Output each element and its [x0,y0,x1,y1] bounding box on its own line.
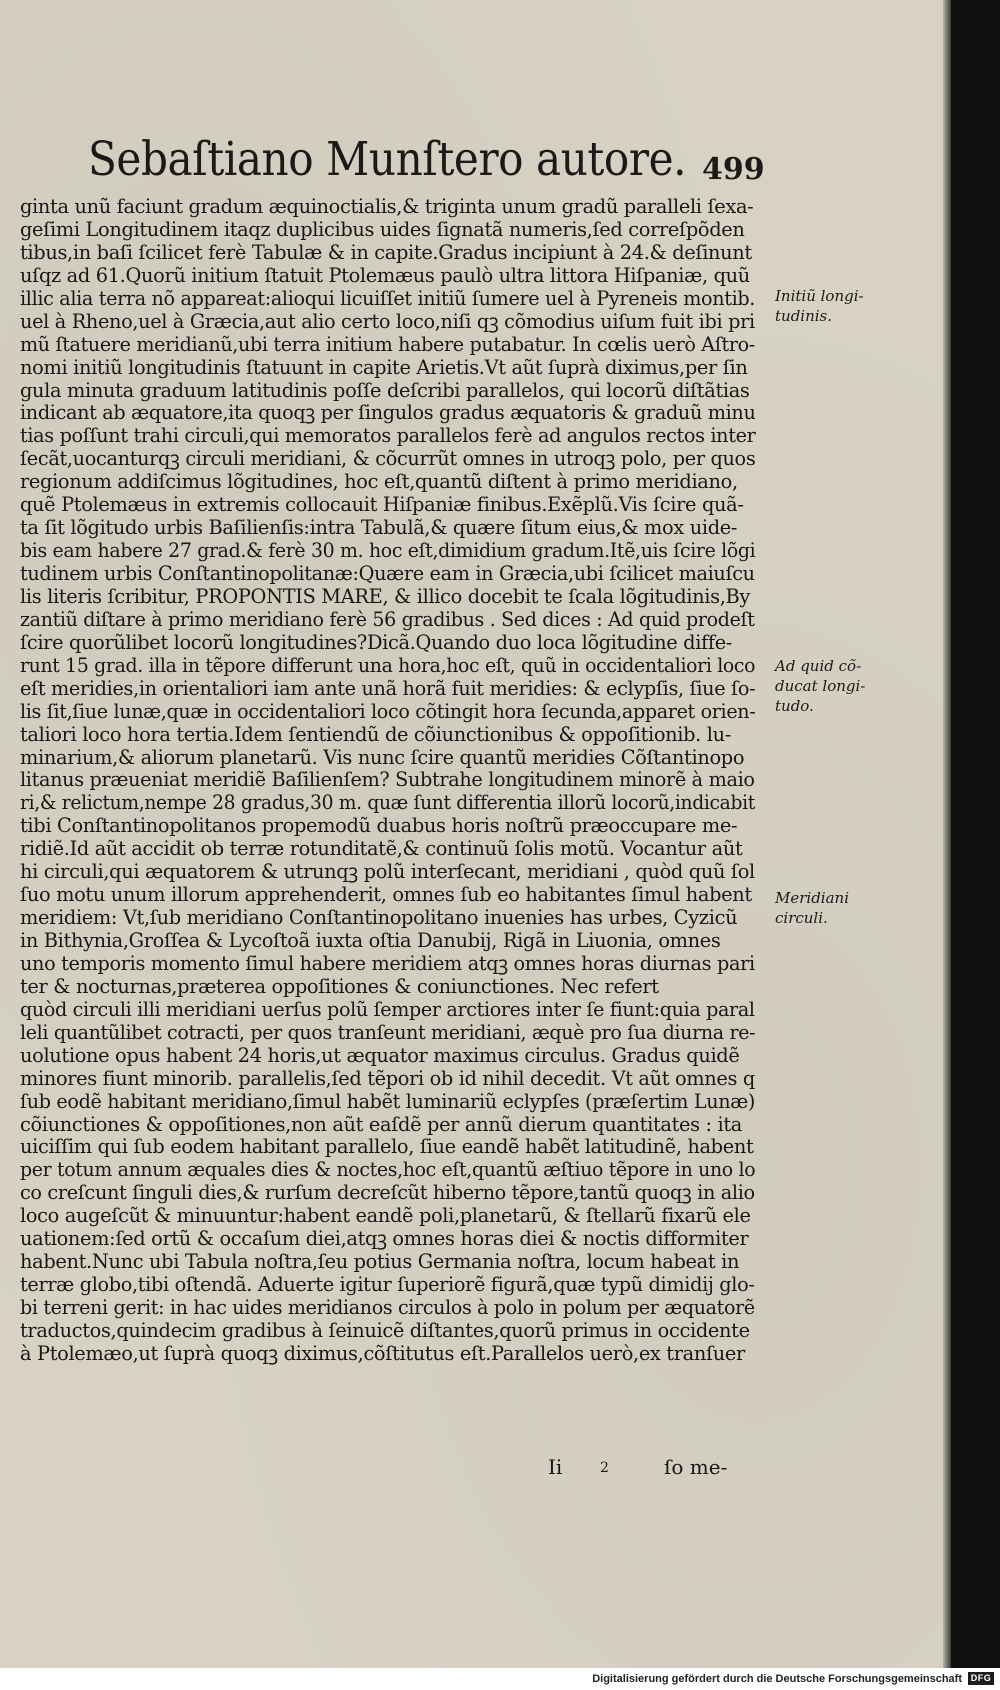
text-line: loco augeſcũt & minuuntur:habent eandẽ poli,planetarũ, & ſtellarũ fixarũ ele [20,1204,751,1228]
text-line: uolutione opus habent 24 horis,ut æquator maximus circulus. Gradus quidẽ [20,1043,740,1067]
text-line: traductos,quindecim gradibus à ſeinuicẽ diſtantes,quorũ primus in occidente [20,1318,750,1342]
text-line: tibus,in baſi ſcilicet ferè Tabulæ & in capite.Gradus incipiunt à 24.& deſinunt [20,240,752,264]
page-edge-shadow [943,0,951,1668]
text-line: ſub eodẽ habitant meridiano,ſimul habẽt luminariũ eclypſes (præſertim Lunæ) [20,1089,756,1113]
text-line: illic alia terra nõ appareat:alioqui licuiſſet initiũ ſumere uel à Pyreneis montib. [20,286,756,310]
marginal-line: tudinis. [775,307,833,325]
digitization-footer [0,1668,1000,1690]
catchword: ſo me- [664,1455,728,1479]
running-head: Sebaſtiano Munſtero autore. [88,132,687,187]
signature-mark: Ii [548,1455,563,1479]
text-line: tias poſſunt trahi circuli,qui memoratos parallelos ferè ad angulos rectos inter [20,424,756,448]
text-line: taliori loco hora tertia.Idem ſentiendũ de cõiunctionibus & oppoſitionib. lu- [20,722,731,746]
text-line: ſcire quorũlibet locorũ longitudines?Dicã.Quando duo loca lõgitudine diffe- [20,630,733,654]
text-line: à Ptolemæo,ut ſuprà quoqꝫ diximus,cõſtitutus eſt.Parallelos uerò,ex tranſuer [20,1341,745,1365]
text-line: habent.Nunc ubi Tabula noſtra,ſeu potius Germania noſtra, locum habeat in [20,1250,740,1274]
text-line: minores fiunt minorib. parallelis,ſed tẽpori ob id nihil decedit. Vt aũt omnes q [20,1066,755,1090]
body-text [20,196,760,1366]
text-line: mũ ſtatuere meridianũ,ubi terra initium habere putabatur. In cœlis uerò Aſtro- [20,332,755,356]
text-line: lis literis ſcribitur, PROPONTIS MARE, & illico docebit te ſcala lõgitudinis,By [20,584,750,608]
text-line: quẽ Ptolemæus in extremis collocauit Hiſpaniæ finibus.Exẽplũ.Vis ſcire quã- [20,493,744,517]
text-line: ſecãt,uocanturqꝫ circuli meridiani, & cõcurrũt omnes in utroqꝫ polo, per quos [20,447,756,471]
text-line: per totum annum æquales dies & noctes,hoc eſt,quantũ æſtiuo tẽpore in uno lo [20,1158,756,1182]
text-line: minarium,& aliorum planetarũ. Vis nunc ſcire quantũ meridies Cõſtantinopo [20,745,745,769]
text-line: cõiunctiones & oppoſitiones,non aũt eaſdẽ per annũ dierum quantitates : ita [20,1112,743,1136]
marginal-line: Initiũ longi- [775,287,864,305]
text-line: ſuo motu unum illorum apprehenderit, omnes ſub eo habitantes ſimul habent [20,883,752,907]
text-line: bis eam habere 27 grad.& ferè 30 m. hoc eſt,dimidium gradum.Itẽ,uis ſcire lõgi [20,539,756,563]
text-line: ridiẽ.Id aũt accidit ob terræ rotunditatẽ,& continuũ ſolis motũ. Vocantur aũt [20,837,743,861]
text-line: uno temporis momento ſimul habere meridiem atqꝫ omnes horas diurnas pari [20,951,755,975]
text-line: uiciſſim qui ſub eodem habitant parallelo, ſiue eandẽ habẽt latitudinẽ, habent [20,1135,754,1159]
text-line: co creſcunt ſinguli dies,& rurſum decreſcũt hiberno tẽpore,tantũ quoqꝫ in alio [20,1181,755,1205]
text-line: tudinem urbis Conſtantinopolitanæ:Quære eam in Græcia,ubi ſcilicet maiuſcu [20,562,755,585]
dfg-logo-icon: DFG [968,1672,994,1685]
text-line: leli quantũlibet cotracti, per quos tranſeunt meridiani, æquè pro ſua diurna re- [20,1020,756,1044]
marginal-line: Ad quid cõ- [775,657,862,675]
marginal-note-meridians [775,888,849,928]
text-line: uel à Rheno,uel à Græcia,aut alio certo loco,niſi qꝫ cõmodius uiſum fuit ibi pri [20,309,755,333]
text-line: eſt meridies,in orientaliori iam ante unã horã fuit meridies: & eclypſis, ſiue ſo- [20,676,756,700]
text-line: meridiem: Vt,ſub meridiano Conſtantinopolitano inuenies has urbes, Cyzicũ [20,906,738,930]
marginal-line: ducat longi- [775,677,866,695]
text-line: lis ſit,ſiue lunæ,quæ in occidentaliori loco cõtingit hora ſecunda,apparet orien- [20,699,756,723]
text-line: ginta unũ faciunt gradum æquinoctialis,& triginta unum gradũ paralleli ſexa- [20,195,754,218]
text-line: hi circuli,qui æquatorem & utrunqꝫ polũ interſecant, meridiani , quòd quũ ſol [20,860,755,884]
text-line: regionum addiſcimus lõgitudines, hoc eſt,quantũ diſtent à primo meridiano, [20,470,738,494]
marginal-note-purpose [775,656,865,716]
text-line: geſimi Longitudinem itaqz duplicibus uides ſignatã numeris,ſed correſpõden [20,217,745,241]
marginal-line: circuli. [775,909,828,927]
text-line: runt 15 grad. illa in tẽpore differunt una hora,hoc eſt, quũ in occidentaliori loco [20,653,756,677]
marginal-note-longitude [775,286,864,326]
text-line: ter & nocturnas,præterea oppoſitiones & coniunctiones. Nec refert [20,974,659,998]
text-line: gula minuta graduum latitudinis poſſe deſcribi parallelos, qui locorũ diſtãtias [20,378,750,402]
text-line: litanus præueniat meridiẽ Baſilienſem? Subtrahe longitudinem minorẽ à maio [20,768,755,792]
funding-notice: Digitalisierung gefördert durch die Deutsche Forschungsgemeinschaft [592,1673,962,1685]
text-line: uſqz ad 61.Quorũ initium ſtatuit Ptolemæus paulò ultra littora Hiſpaniæ, quũ [20,263,750,287]
text-line: tibi Conſtantinopolitanos propemodũ duabus horis noſtrũ præoccupare me- [20,814,738,838]
scan-background [951,0,1000,1668]
marginal-line: Meridiani [775,889,850,907]
text-line: zantiũ diſtare à primo meridiano ferè 56 gradibus . Sed dices : Ad quid prodeſt [20,607,755,631]
text-line: bi terreni gerit: in hac uides meridianos circulos à polo in polum per æquatorẽ [20,1296,755,1319]
text-line: quòd circuli illi meridiani uerſus polũ ſemper arctiores inter ſe fiunt:quia paral [20,997,755,1021]
text-line: ta ſit lõgitudo urbis Baſilienſis:intra Tabulã,& quære ſitum eius,& mox uide- [20,516,738,540]
signature-number: 2 [600,1460,609,1476]
text-line: nomi initiũ longitudinis ſtatuunt in capite Arietis.Vt aũt ſuprà diximus,per ſin [20,355,748,379]
text-line: in Bithynia,Groſſea & Lycoſtoã iuxta oſtia Danubij, Rigã in Liuonia, omnes [20,929,721,952]
text-line: terræ globo,tibi oſtendã. Aduerte igitur ſuperiorẽ figurã,quæ typũ dimidij glo- [20,1273,755,1297]
text-line: ri,& relictum,nempe 28 gradus,30 m. quæ ſunt differentia illorũ locorũ,indicabit [20,791,755,815]
marginal-line: tudo. [775,697,814,715]
text-line: indicant ab æquatore,ita quoqꝫ per ſingulos gradus æquatoris & graduũ minu [20,401,756,425]
text-line: uationem:ſed ortũ & occaſum diei,atqꝫ omnes horas diei & noctis difformiter [20,1227,749,1251]
page-number: 499 [702,152,765,187]
